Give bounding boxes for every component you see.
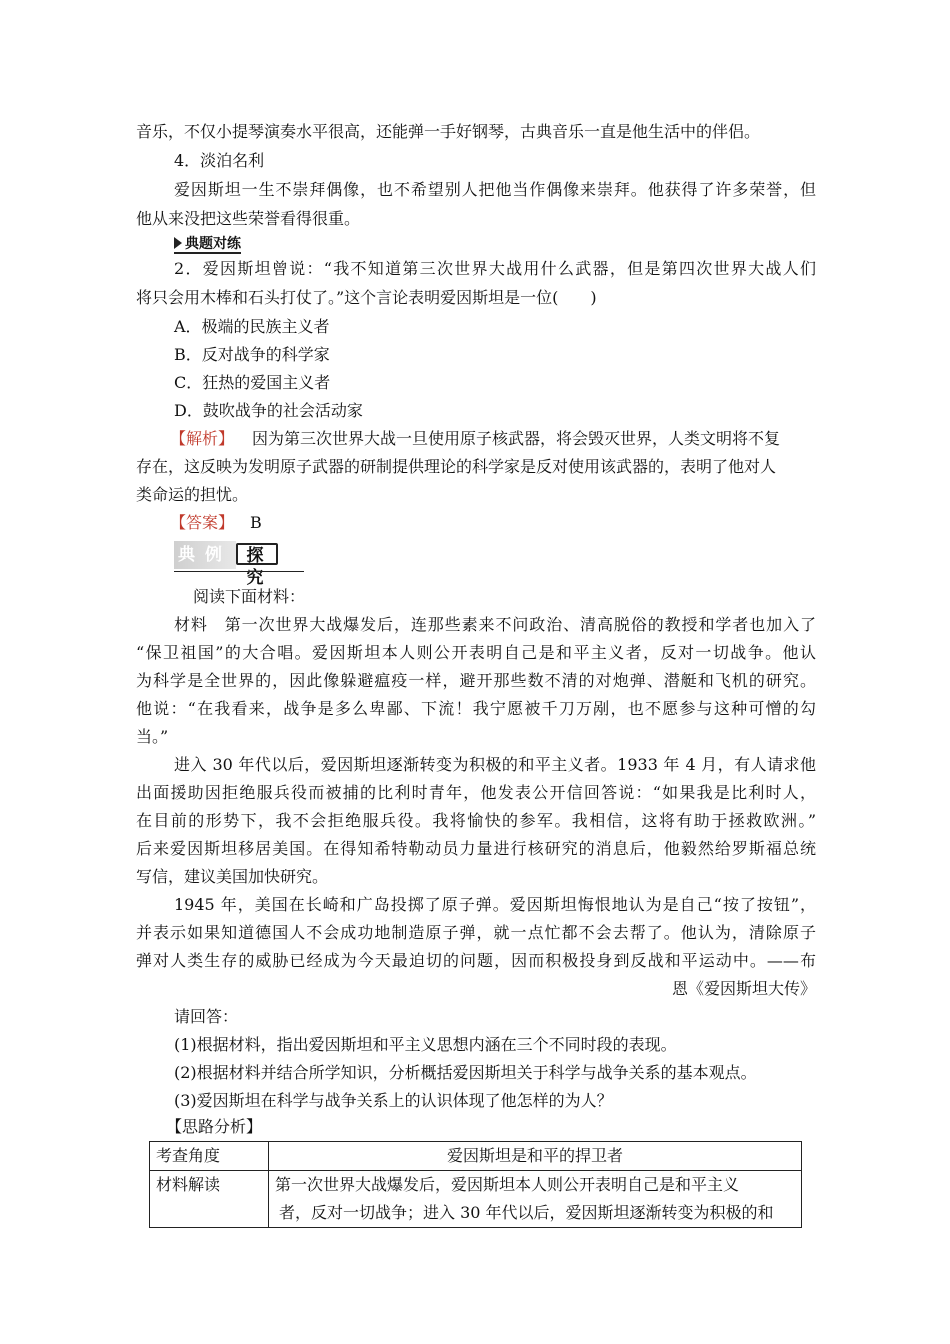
text-line: 爱因斯坦一生不崇拜偶像，也不希望别人把他当作偶像来崇拜。他获得了许多荣誉，但 [174, 180, 816, 199]
analysis-line [170, 425, 816, 453]
heading-item-4: 4．淡泊名利 [174, 151, 265, 170]
material-line: 写信，建议美国加快研究。 [136, 867, 329, 886]
section-label-practice [174, 234, 241, 254]
material-line: 1945 年，美国在长崎和广岛投掷了原子弹。爱因斯坦悔恨地认为是自己“按了按钮”， [174, 895, 816, 914]
material-line: 为科学是全世界的，因此像躲避瘟疫一样，避开那些数不清的对炮弹、潜艇和飞机的研究。 [136, 671, 816, 690]
material-line: 出面援助因拒绝服兵役而被捕的比利时青年，他发表公开信回答说：“如果我是比利时人， [136, 783, 816, 802]
material-line: 并表示如果知道德国人不会成功地制造原子弹，就一点忙都不会去帮了。他认为，清除原子 [136, 923, 816, 942]
table-cell-line: 第一次世界大战爆发后，爱因斯坦本人则公开表明自己是和平主义 [275, 1175, 740, 1194]
option-d: D．鼓吹战争的社会活动家 [174, 401, 363, 420]
question-stem: 将只会用木棒和石头打仗了。”这个言论表明爱因斯坦是一位( ) [136, 288, 597, 307]
question-item-2: (2)根据材料并结合所学知识，分析概括爱因斯坦关于科学与战争关系的基本观点。 [174, 1063, 757, 1082]
table-row [150, 1171, 802, 1228]
section-label-text: 典题对练 [185, 236, 241, 252]
question-item-3: (3)爱因斯坦在科学与战争关系上的认识体现了他怎样的为人？ [174, 1091, 613, 1110]
material-line: 弹对人类生存的威胁已经成为今天最迫切的问题，因而积极投身到反战和平运动中。——布 [136, 951, 816, 970]
material-line: 在目前的形势下，我不会拒绝服兵役。我将愉快的参军。我相信，这将有助于拯救欧洲。” [136, 811, 816, 830]
option-b: B．反对战争的科学家 [174, 345, 330, 364]
table-cell-header: 材料解读 [150, 1171, 269, 1228]
analysis-tag: 【解析】 [170, 429, 235, 448]
material-line: 材料 第一次世界大战爆发后，连那些素来不问政治、清高脱俗的教授和学者也加入了 [174, 615, 816, 634]
analysis-table [149, 1141, 802, 1228]
material-line: 进入 30 年代以后，爱因斯坦逐渐转变为积极的和平主义者。1933 年 4 月，有人请求他 [174, 755, 816, 774]
question-stem: 2．爱因斯坦曾说：“我不知道第三次世界大战用什么武器，但是第四次世界大战人们 [174, 259, 816, 278]
option-c: C．狂热的爱国主义者 [174, 373, 331, 392]
table-cell-value: 爱因斯坦是和平的捍卫者 [269, 1142, 802, 1171]
material-line: 他说：“在我看来，战争是多么卑鄙、下流！我宁愿被千刀万剐，也不愿参与这种可憎的勾 [136, 699, 816, 718]
section-label-explore [174, 541, 278, 588]
text-line: 音乐，不仅小提琴演奏水平很高，还能弹一手好钢琴，古典音乐一直是他生活中的伴侣。 [136, 122, 761, 141]
explore-right-text: 探究 [236, 543, 278, 565]
explore-left-text: 典例 [174, 541, 236, 569]
analysis-line: 类命运的担忧。 [136, 485, 249, 504]
material-line: 当。” [136, 727, 169, 746]
option-a: A．极端的民族主义者 [174, 317, 330, 336]
analysis-heading: 【思路分析】 [166, 1117, 263, 1136]
table-cell-header: 考查角度 [150, 1142, 269, 1171]
answer-tag: 【答案】 [170, 513, 235, 532]
divider [174, 571, 304, 572]
table-cell-value [269, 1171, 802, 1228]
material-source: 恩《爱因斯坦大传》 [671, 979, 816, 998]
answer-value: B [250, 513, 262, 532]
material-line: “保卫祖国”的大合唱。爱因斯坦本人则公开表明自己是和平主义者，反对一切战争。他认 [136, 643, 816, 662]
material-intro: 阅读下面材料： [193, 587, 306, 606]
questions-prompt: 请回答： [174, 1007, 239, 1026]
analysis-text: 因为第三次世界大战一旦使用原子核武器，将会毁灭世界，人类文明将不复 [252, 429, 781, 448]
text-line: 他从来没把这些荣誉看得很重。 [136, 209, 361, 228]
triangle-icon [174, 237, 182, 249]
table-row [150, 1142, 802, 1171]
table-cell-line: 者，反对一切战争；进入 30 年代以后，爱因斯坦逐渐转变为积极的和 [279, 1203, 774, 1222]
answer-line [170, 509, 850, 537]
material-line: 后来爱因斯坦移居美国。在得知希特勒动员力量进行核研究的消息后，他毅然给罗斯福总统 [136, 839, 816, 858]
question-item-1: (1)根据材料，指出爱因斯坦和平主义思想内涵在三个不同时段的表现。 [174, 1035, 677, 1054]
analysis-line: 存在，这反映为发明原子武器的研制提供理论的科学家是反对使用该武器的，表明了他对人 [136, 457, 777, 476]
